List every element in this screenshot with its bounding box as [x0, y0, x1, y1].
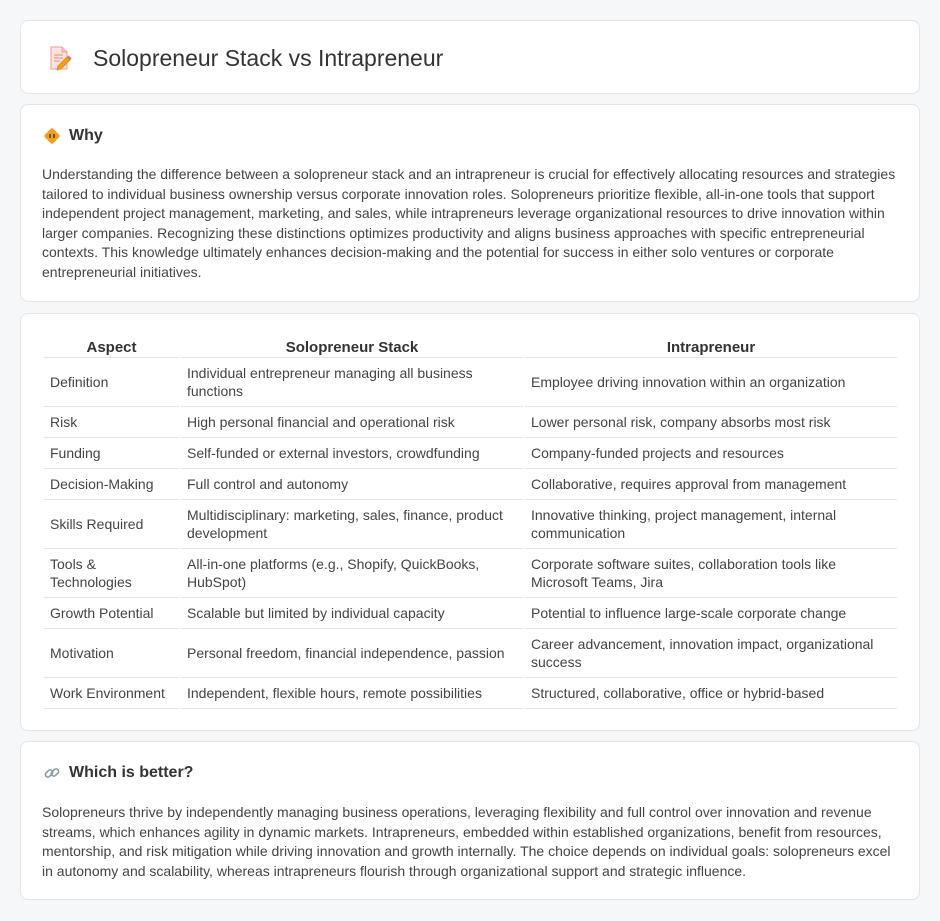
page-title: Solopreneur Stack vs Intrapreneur: [93, 45, 444, 71]
cell-intrapreneur: Potential to influence large-scale corporate change: [525, 598, 897, 629]
table-row: [44, 549, 897, 598]
table-row: [44, 438, 897, 469]
cell-aspect: Funding: [44, 438, 179, 469]
cell-intrapreneur: Corporate software suites, collaboration tools like Microsoft Teams, Jira: [525, 549, 897, 598]
why-title: Why: [69, 127, 103, 144]
table-row: [44, 629, 897, 678]
cell-intrapreneur: Career advancement, innovation impact, organizational success: [525, 629, 897, 678]
header-aspect: Aspect: [44, 336, 179, 358]
cell-solopreneur: Individual entrepreneur managing all business functions: [181, 358, 523, 407]
header-solopreneur: Solopreneur Stack: [181, 336, 523, 358]
header-intrapreneur: Intrapreneur: [525, 336, 897, 358]
cell-aspect: Motivation: [44, 629, 179, 678]
table-row: [44, 407, 897, 438]
cell-intrapreneur: Lower personal risk, company absorbs most risk: [525, 407, 897, 438]
cell-solopreneur: All-in-one platforms (e.g., Shopify, QuickBooks, HubSpot): [181, 549, 523, 598]
cell-intrapreneur: Employee driving innovation within an organization: [525, 358, 897, 407]
cell-aspect: Definition: [44, 358, 179, 407]
cell-aspect: Decision-Making: [44, 469, 179, 500]
cell-solopreneur: Full control and autonomy: [181, 469, 523, 500]
cell-intrapreneur: Company-funded projects and resources: [525, 438, 897, 469]
title-card: [20, 20, 920, 94]
cell-solopreneur: Independent, flexible hours, remote possibilities: [181, 678, 523, 709]
cell-solopreneur: Self-funded or external investors, crowdfunding: [181, 438, 523, 469]
cell-aspect: Skills Required: [44, 500, 179, 549]
table-header-row: [44, 336, 897, 358]
why-text: Understanding the difference between a solopreneur stack and an intrapreneur is crucial for effectively allocating resources and strategies tailored to individual business ownership versus corporate innovation roles. Solopreneurs prioritize flexible, all-in-one tools that support independent project management, marketing, and sales, while intrapreneurs leverage organizational resources to drive innovation within larger companies. Recognizing these distinctions optimizes productivity and aligns business approaches with specific entrepreneurial contexts. This knowledge ultimately enhances decision-making and the potential for success in either solo ventures or corporate entrepreneurial initiatives.: [42, 166, 896, 280]
cell-aspect: Work Environment: [44, 678, 179, 709]
table-row: [44, 358, 897, 407]
cell-aspect: Risk: [44, 407, 179, 438]
cell-intrapreneur: Structured, collaborative, office or hybrid-based: [525, 678, 897, 709]
cell-solopreneur: Scalable but limited by individual capacity: [181, 598, 523, 629]
cell-aspect: Growth Potential: [44, 598, 179, 629]
which-better-header: [43, 764, 193, 782]
cell-solopreneur: Multidisciplinary: marketing, sales, finance, product development: [181, 500, 523, 549]
why-section: [20, 104, 920, 302]
cell-intrapreneur: Collaborative, requires approval from management: [525, 469, 897, 500]
comparison-table: [42, 336, 899, 709]
title-bar: [45, 43, 443, 73]
table-row: [44, 469, 897, 500]
why-header: [43, 127, 103, 145]
table-row: [44, 678, 897, 709]
comparison-section: [20, 313, 920, 731]
table-row: [44, 598, 897, 629]
cell-intrapreneur: Innovative thinking, project management, internal communication: [525, 500, 897, 549]
document-pencil-icon: [45, 44, 73, 72]
which-better-section: [20, 741, 920, 900]
which-better-title: Which is better?: [69, 764, 194, 781]
cell-aspect: Tools & Technologies: [44, 549, 179, 598]
which-better-text: Solopreneurs thrive by independently managing business operations, leveraging flexibility and full control over innovation and revenue streams, which enhances agility in dynamic markets. Intrapreneurs, embedded within established organizations, benefit from resources, mentorship, and risk mitigation while driving innovation and growth internally. The choice depends on individual goals: solopreneurs excel in autonomy and scalability, whereas intrapreneurs flourish through organizational support and strategic influence.: [42, 804, 891, 879]
cell-solopreneur: High personal financial and operational risk: [181, 407, 523, 438]
diamond-warning-icon: [43, 127, 61, 145]
link-icon: [43, 764, 61, 782]
cell-solopreneur: Personal freedom, financial independence, passion: [181, 629, 523, 678]
table-row: [44, 500, 897, 549]
